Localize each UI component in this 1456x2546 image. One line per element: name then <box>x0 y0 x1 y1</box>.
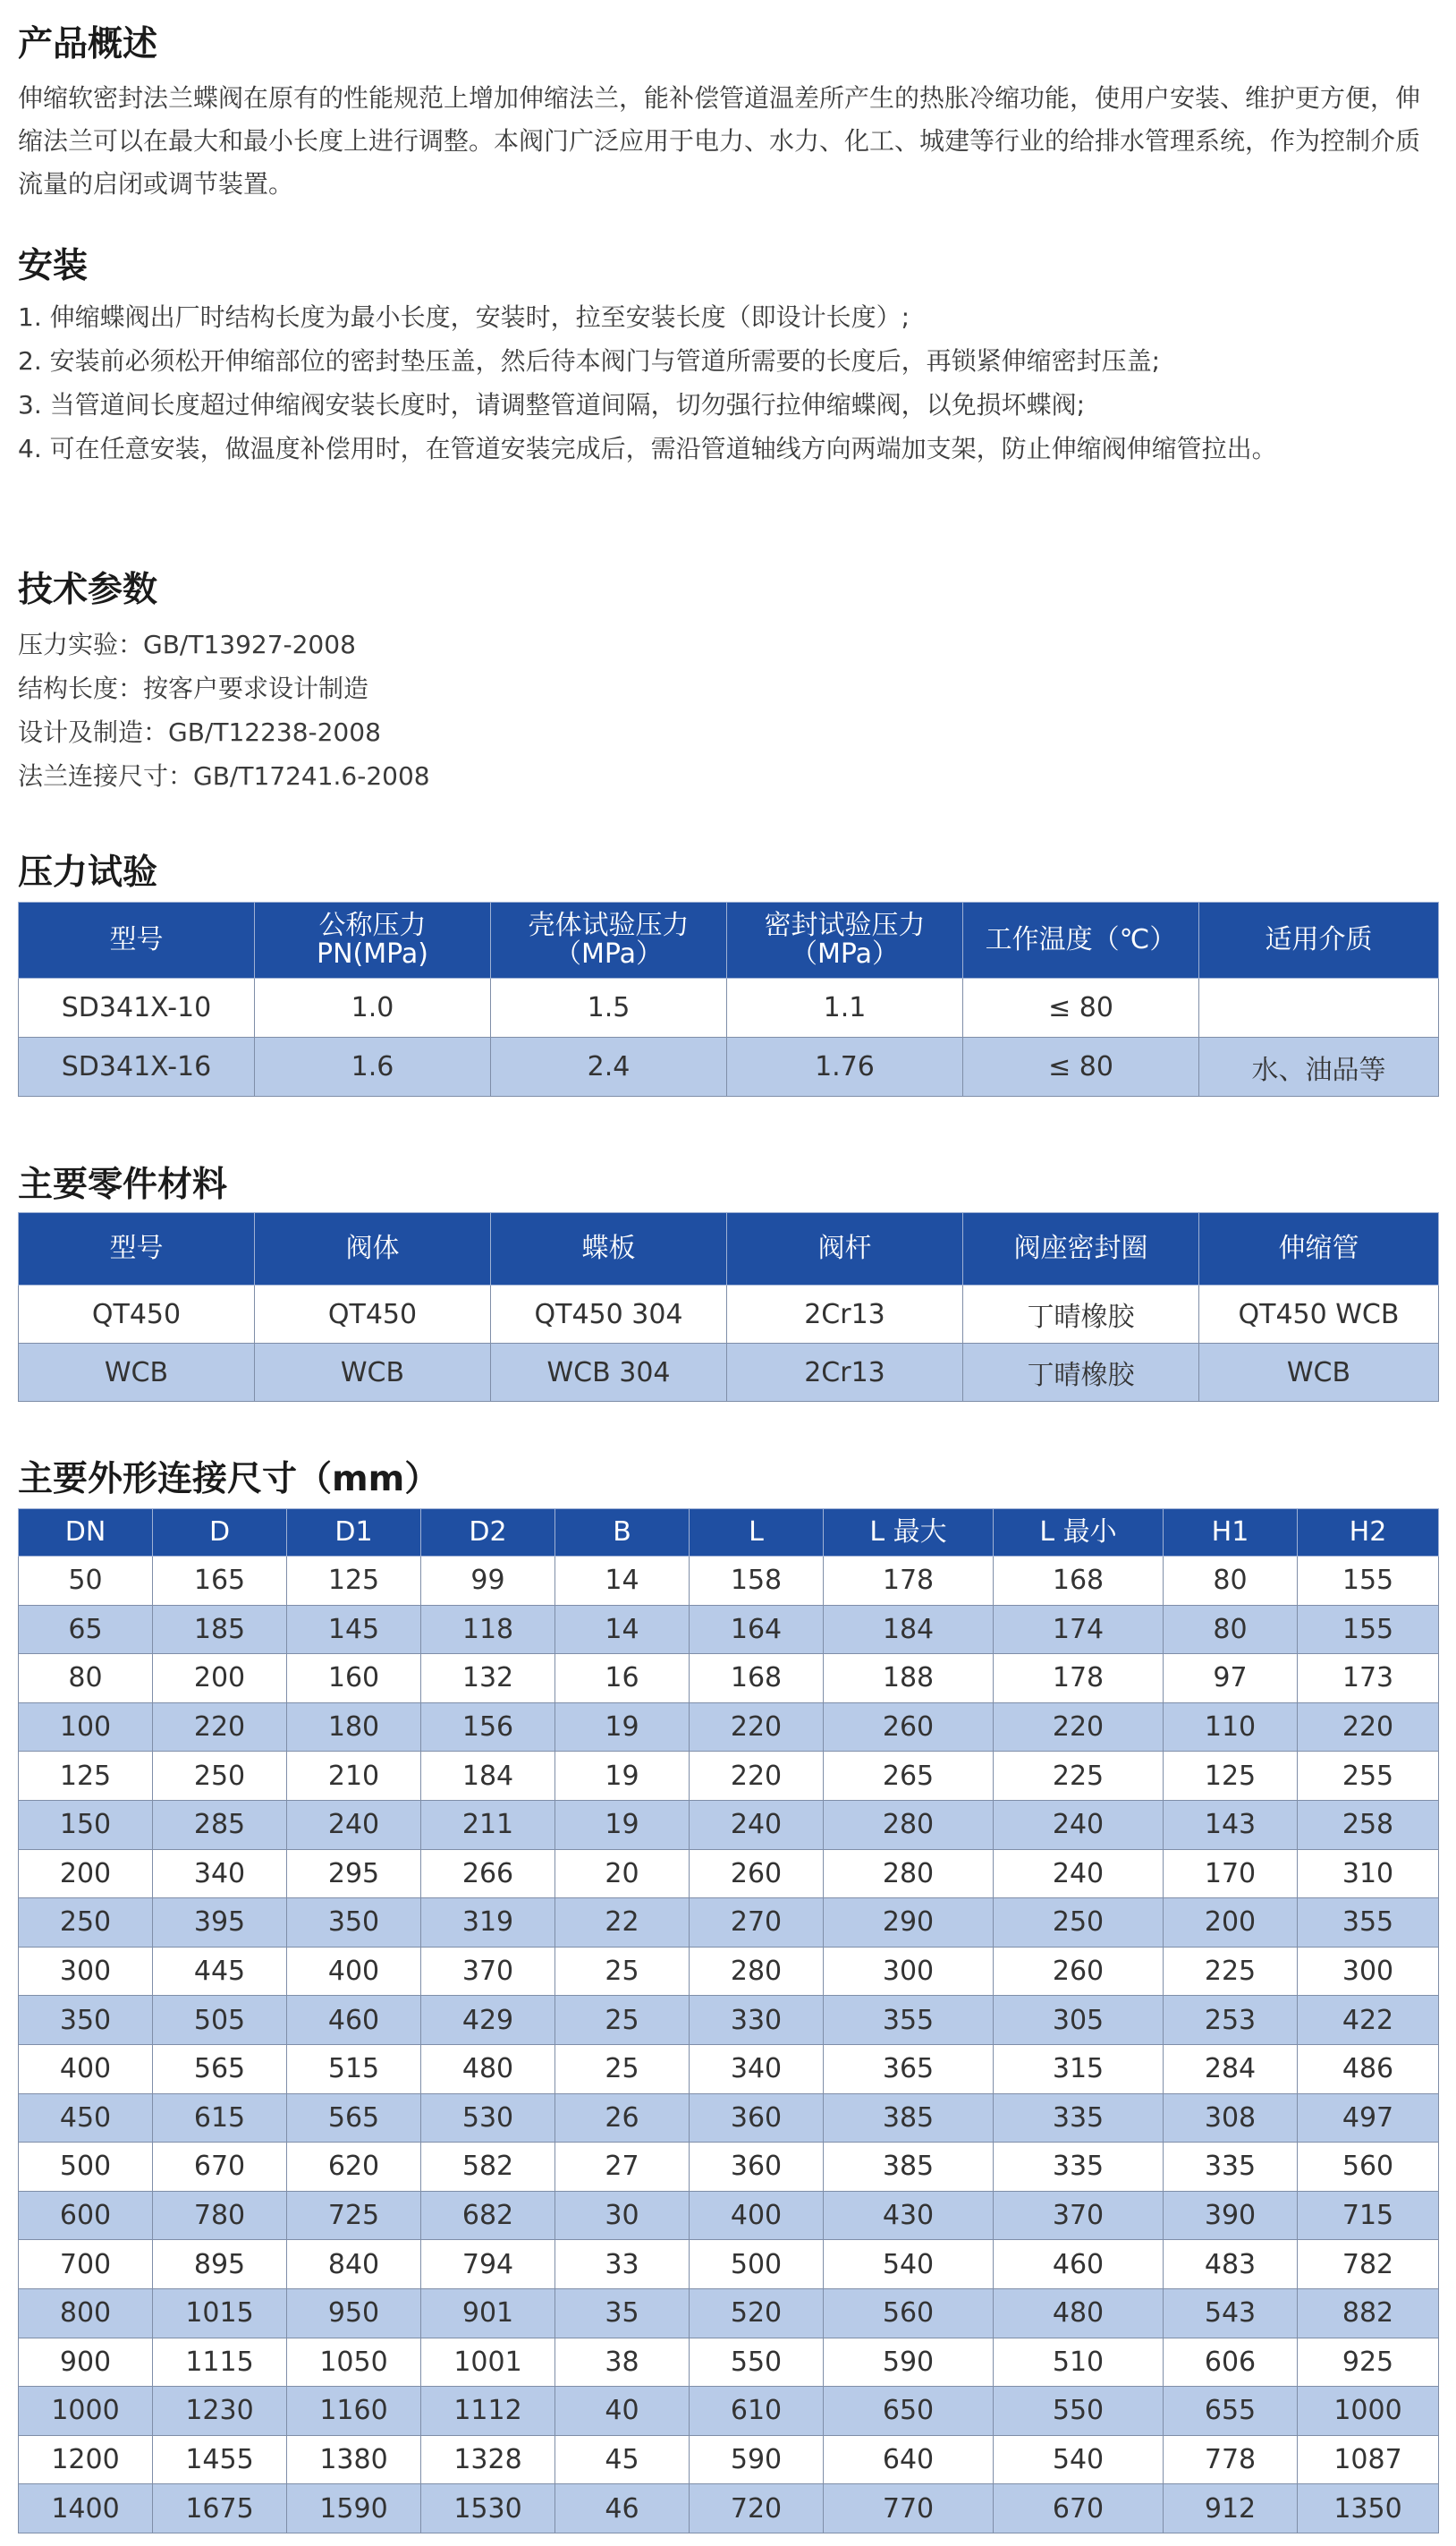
table-cell: 395 <box>153 1898 287 1948</box>
column-header: 适用介质 <box>1199 903 1439 979</box>
table-cell: 620 <box>287 2143 421 2192</box>
table-cell: 1000 <box>1298 2387 1439 2436</box>
table-cell: 30 <box>555 2191 690 2240</box>
table-cell: 253 <box>1164 1996 1298 2045</box>
table-cell: 35 <box>555 2288 690 2338</box>
table-cell: 300 <box>824 1947 994 1996</box>
table-cell: 370 <box>994 2191 1164 2240</box>
install-item: 2. 安装前必须松开伸缩部位的密封垫压盖，然后待本阀门与管道所需要的长度后，再锁紧伸缩密封压盖; <box>18 346 1161 376</box>
column-header: B <box>555 1509 690 1557</box>
table-cell: 1.1 <box>727 979 963 1038</box>
pressure-heading: 压力试验 <box>18 853 158 893</box>
table-cell: 1675 <box>153 2484 287 2533</box>
table-header-row <box>19 1213 1439 1286</box>
table-cell: 118 <box>421 1605 555 1654</box>
table-cell: 200 <box>1164 1898 1298 1948</box>
column-header: 伸缩管 <box>1199 1213 1439 1286</box>
table-cell: 250 <box>19 1898 153 1948</box>
table-cell: 650 <box>824 2387 994 2436</box>
table-cell: 540 <box>824 2240 994 2289</box>
column-header: DN <box>19 1509 153 1557</box>
table-cell: QT450 304 <box>491 1286 727 1344</box>
table-cell: 900 <box>19 2338 153 2387</box>
table-row <box>19 2484 1439 2533</box>
table-cell: 550 <box>994 2387 1164 2436</box>
table-cell: 80 <box>19 1654 153 1703</box>
table-cell: 350 <box>287 1898 421 1948</box>
materials-table <box>18 1212 1439 1402</box>
table-cell: 185 <box>153 1605 287 1654</box>
table-cell: 99 <box>421 1557 555 1606</box>
table-cell: 1.5 <box>491 979 727 1038</box>
table-cell: 150 <box>19 1800 153 1849</box>
table-cell: 丁晴橡胶 <box>963 1344 1199 1402</box>
table-cell: 水、油品等 <box>1199 1038 1439 1097</box>
table-cell: 1328 <box>421 2435 555 2484</box>
table-cell: 370 <box>421 1947 555 1996</box>
table-cell: 65 <box>19 1605 153 1654</box>
table-cell: 670 <box>994 2484 1164 2533</box>
table-cell: 285 <box>153 1800 287 1849</box>
table-row <box>19 1702 1439 1752</box>
column-header: D <box>153 1509 287 1557</box>
table-row <box>19 2191 1439 2240</box>
table-cell: 168 <box>994 1557 1164 1606</box>
table-cell: 422 <box>1298 1996 1439 2045</box>
table-cell: 335 <box>1164 2143 1298 2192</box>
table-cell: 1.76 <box>727 1038 963 1097</box>
table-cell: 480 <box>994 2288 1164 2338</box>
install-list <box>18 295 1438 471</box>
table-cell: 429 <box>421 1996 555 2045</box>
table-cell: 280 <box>690 1947 824 1996</box>
table-cell: 225 <box>994 1752 1164 1801</box>
tech-item: 结构长度：按客户要求设计制造 <box>18 674 369 703</box>
table-cell: 158 <box>690 1557 824 1606</box>
table-cell: 540 <box>994 2435 1164 2484</box>
table-cell: 310 <box>1298 1849 1439 1898</box>
table-cell: 1000 <box>19 2387 153 2436</box>
table-cell: 550 <box>690 2338 824 2387</box>
table-cell: WCB <box>19 1344 255 1402</box>
table-cell: 200 <box>153 1654 287 1703</box>
table-cell: 794 <box>421 2240 555 2289</box>
table-row <box>19 1752 1439 1801</box>
column-header: 型号 <box>19 1213 255 1286</box>
table-cell: 2Cr13 <box>727 1286 963 1344</box>
column-header: 蝶板 <box>491 1213 727 1286</box>
table-row <box>19 1344 1439 1402</box>
table-row <box>19 1800 1439 1849</box>
table-cell: 335 <box>994 2143 1164 2192</box>
tech-item: 设计及制造：GB/T12238-2008 <box>18 717 381 747</box>
table-cell: 340 <box>153 1849 287 1898</box>
table-cell: 165 <box>153 1557 287 1606</box>
table-cell: 340 <box>690 2044 824 2093</box>
table-row <box>19 979 1439 1038</box>
tech-item: 法兰连接尺寸：GB/T17241.6-2008 <box>18 761 430 791</box>
table-cell: 174 <box>994 1605 1164 1654</box>
table-cell: 840 <box>287 2240 421 2289</box>
table-cell: 143 <box>1164 1800 1298 1849</box>
table-cell: 155 <box>1298 1605 1439 1654</box>
table-row <box>19 2143 1439 2192</box>
column-header: L <box>690 1509 824 1557</box>
table-cell: 180 <box>287 1702 421 1752</box>
table-cell: 1200 <box>19 2435 153 2484</box>
table-cell: 125 <box>1164 1752 1298 1801</box>
table-cell: 80 <box>1164 1557 1298 1606</box>
table-cell: 100 <box>19 1702 153 1752</box>
table-cell: 132 <box>421 1654 555 1703</box>
table-cell: 895 <box>153 2240 287 2289</box>
table-cell: 590 <box>824 2338 994 2387</box>
table-cell: 315 <box>994 2044 1164 2093</box>
table-cell: 178 <box>994 1654 1164 1703</box>
table-cell: 520 <box>690 2288 824 2338</box>
table-cell: ≤ 80 <box>963 979 1199 1038</box>
table-cell: 565 <box>287 2093 421 2143</box>
table-cell: 220 <box>1298 1702 1439 1752</box>
table-cell: 156 <box>421 1702 555 1752</box>
column-header: 型号 <box>19 903 255 979</box>
table-cell: 260 <box>824 1702 994 1752</box>
column-header: 阀杆 <box>727 1213 963 1286</box>
table-cell: 400 <box>690 2191 824 2240</box>
install-heading: 安装 <box>18 246 89 286</box>
column-header: D2 <box>421 1509 555 1557</box>
table-cell: 365 <box>824 2044 994 2093</box>
table-cell: 500 <box>19 2143 153 2192</box>
table-cell <box>1199 979 1439 1038</box>
table-cell: 319 <box>421 1898 555 1948</box>
table-row <box>19 2338 1439 2387</box>
table-cell: 460 <box>287 1996 421 2045</box>
table-row <box>19 2288 1439 2338</box>
table-cell: 1087 <box>1298 2435 1439 2484</box>
table-cell: 560 <box>824 2288 994 2338</box>
table-cell: 1115 <box>153 2338 287 2387</box>
table-cell: 715 <box>1298 2191 1439 2240</box>
table-cell: 16 <box>555 1654 690 1703</box>
table-cell: 515 <box>287 2044 421 2093</box>
table-cell: 1455 <box>153 2435 287 2484</box>
materials-heading: 主要零件材料 <box>18 1165 228 1205</box>
table-cell: 1230 <box>153 2387 287 2436</box>
table-cell: 1530 <box>421 2484 555 2533</box>
table-cell: 2.4 <box>491 1038 727 1097</box>
table-cell: 22 <box>555 1898 690 1948</box>
table-cell: 682 <box>421 2191 555 2240</box>
table-cell: 782 <box>1298 2240 1439 2289</box>
table-cell: 2Cr13 <box>727 1344 963 1402</box>
table-cell: 670 <box>153 2143 287 2192</box>
table-cell: 1015 <box>153 2288 287 2338</box>
table-cell: 390 <box>1164 2191 1298 2240</box>
table-cell: 178 <box>824 1557 994 1606</box>
table-cell: 300 <box>19 1947 153 1996</box>
table-row <box>19 1849 1439 1898</box>
table-cell: 260 <box>690 1849 824 1898</box>
table-cell: 220 <box>690 1702 824 1752</box>
table-cell: 25 <box>555 1947 690 1996</box>
table-cell: 770 <box>824 2484 994 2533</box>
column-header: H1 <box>1164 1509 1298 1557</box>
table-cell: 19 <box>555 1702 690 1752</box>
install-item: 1. 伸缩蝶阀出厂时结构长度为最小长度，安装时，拉至安装长度（即设计长度）; <box>18 302 910 332</box>
table-cell: WCB 304 <box>491 1344 727 1402</box>
table-cell: 305 <box>994 1996 1164 2045</box>
table-row <box>19 1898 1439 1948</box>
table-cell: 170 <box>1164 1849 1298 1898</box>
table-cell: 14 <box>555 1605 690 1654</box>
table-cell: 800 <box>19 2288 153 2338</box>
table-cell: 284 <box>1164 2044 1298 2093</box>
table-cell: 778 <box>1164 2435 1298 2484</box>
table-cell: 950 <box>287 2288 421 2338</box>
table-cell: 211 <box>421 1800 555 1849</box>
table-cell: QT450 <box>19 1286 255 1344</box>
column-header: 壳体试验压力 （MPa） <box>491 903 727 979</box>
table-cell: 360 <box>690 2093 824 2143</box>
table-cell: 184 <box>824 1605 994 1654</box>
column-header: 阀体 <box>255 1213 491 1286</box>
table-cell: ≤ 80 <box>963 1038 1199 1097</box>
table-cell: 280 <box>824 1849 994 1898</box>
table-cell: 1001 <box>421 2338 555 2387</box>
table-cell: 530 <box>421 2093 555 2143</box>
table-cell: 510 <box>994 2338 1164 2387</box>
table-cell: 270 <box>690 1898 824 1948</box>
table-cell: 145 <box>287 1605 421 1654</box>
table-cell: 255 <box>1298 1752 1439 1801</box>
column-header: 阀座密封圈 <box>963 1213 1199 1286</box>
table-cell: 33 <box>555 2240 690 2289</box>
table-cell: 220 <box>994 1702 1164 1752</box>
tech-heading: 技术参数 <box>18 570 158 610</box>
table-cell: 27 <box>555 2143 690 2192</box>
table-cell: 483 <box>1164 2240 1298 2289</box>
table-cell: 160 <box>287 1654 421 1703</box>
table-cell: 19 <box>555 1752 690 1801</box>
table-cell: 486 <box>1298 2044 1439 2093</box>
table-cell: 505 <box>153 1996 287 2045</box>
table-cell: 912 <box>1164 2484 1298 2533</box>
table-cell: 1.6 <box>255 1038 491 1097</box>
column-header: 密封试验压力 （MPa） <box>727 903 963 979</box>
table-cell: 50 <box>19 1557 153 1606</box>
table-cell: 290 <box>824 1898 994 1948</box>
table-cell: 780 <box>153 2191 287 2240</box>
table-row <box>19 2093 1439 2143</box>
table-cell: 164 <box>690 1605 824 1654</box>
table-row <box>19 2240 1439 2289</box>
column-header: 公称压力 PN(MPa) <box>255 903 491 979</box>
table-cell: 725 <box>287 2191 421 2240</box>
dimensions-table <box>18 1508 1439 2533</box>
table-cell: 260 <box>994 1947 1164 1996</box>
table-cell: 590 <box>690 2435 824 2484</box>
table-cell: 97 <box>1164 1654 1298 1703</box>
table-cell: QT450 WCB <box>1199 1286 1439 1344</box>
table-cell: 497 <box>1298 2093 1439 2143</box>
table-cell: 615 <box>153 2093 287 2143</box>
table-cell: 330 <box>690 1996 824 2045</box>
table-row <box>19 1996 1439 2045</box>
table-cell: 173 <box>1298 1654 1439 1703</box>
table-cell: 640 <box>824 2435 994 2484</box>
table-cell: 258 <box>1298 1800 1439 1849</box>
table-cell: 700 <box>19 2240 153 2289</box>
table-cell: 720 <box>690 2484 824 2533</box>
table-row <box>19 1286 1439 1344</box>
table-cell: 丁晴橡胶 <box>963 1286 1199 1344</box>
table-cell: 46 <box>555 2484 690 2533</box>
table-cell: 1350 <box>1298 2484 1439 2533</box>
overview-heading: 产品概述 <box>18 24 158 64</box>
table-cell: WCB <box>1199 1344 1439 1402</box>
table-cell: 240 <box>690 1800 824 1849</box>
column-header: D1 <box>287 1509 421 1557</box>
table-cell: 655 <box>1164 2387 1298 2436</box>
table-cell: 901 <box>421 2288 555 2338</box>
table-cell: 606 <box>1164 2338 1298 2387</box>
table-cell: 1400 <box>19 2484 153 2533</box>
column-header: 工作温度（℃） <box>963 903 1199 979</box>
install-item: 3. 当管道间长度超过伸缩阀安装长度时，请调整管道间隔，切勿强行拉伸缩蝶阀，以免损坏蝶阀; <box>18 390 1086 420</box>
table-cell: 40 <box>555 2387 690 2436</box>
table-cell: 560 <box>1298 2143 1439 2192</box>
table-cell: WCB <box>255 1344 491 1402</box>
table-cell: 925 <box>1298 2338 1439 2387</box>
table-cell: 400 <box>287 1947 421 1996</box>
table-cell: 610 <box>690 2387 824 2436</box>
table-row <box>19 1038 1439 1097</box>
table-cell: 125 <box>287 1557 421 1606</box>
table-cell: 460 <box>994 2240 1164 2289</box>
table-cell: 225 <box>1164 1947 1298 1996</box>
column-header: H2 <box>1298 1509 1439 1557</box>
table-cell: 445 <box>153 1947 287 1996</box>
column-header: L 最小 <box>994 1509 1164 1557</box>
table-cell: 184 <box>421 1752 555 1801</box>
table-cell: 250 <box>153 1752 287 1801</box>
table-row <box>19 1605 1439 1654</box>
table-cell: 188 <box>824 1654 994 1703</box>
pressure-table <box>18 902 1439 1097</box>
install-item: 4. 可在任意安装，做温度补偿用时，在管道安装完成后，需沿管道轴线方向两端加支架，防止伸缩阀伸缩管拉出。 <box>18 434 1277 463</box>
table-cell: 360 <box>690 2143 824 2192</box>
table-cell: SD341X-10 <box>19 979 255 1038</box>
tech-item: 压力实验：GB/T13927-2008 <box>18 630 356 659</box>
table-cell: 200 <box>19 1849 153 1898</box>
table-cell: 335 <box>994 2093 1164 2143</box>
table-cell: 882 <box>1298 2288 1439 2338</box>
table-cell: 240 <box>994 1800 1164 1849</box>
table-row <box>19 2435 1439 2484</box>
table-cell: 430 <box>824 2191 994 2240</box>
table-cell: 355 <box>1298 1898 1439 1948</box>
table-cell: 308 <box>1164 2093 1298 2143</box>
table-cell: 20 <box>555 1849 690 1898</box>
overview-text: 伸缩软密封法兰蝶阀在原有的性能规范上增加伸缩法兰，能补偿管道温差所产生的热胀冷缩功能，使用户安装、维护更方便，伸缩法兰可以在最大和最小长度上进行调整。本阀门广泛应用于电力、水力、化工、城建等行业的给排水管理系统，作为控制介质流量的启闭或调节装置。 <box>18 83 1421 199</box>
table-header-row <box>19 903 1439 979</box>
table-cell: 155 <box>1298 1557 1439 1606</box>
table-cell: 25 <box>555 1996 690 2045</box>
table-row <box>19 1557 1439 1606</box>
table-cell: 1590 <box>287 2484 421 2533</box>
table-cell: 1050 <box>287 2338 421 2387</box>
table-cell: 220 <box>153 1702 287 1752</box>
table-cell: 168 <box>690 1654 824 1703</box>
table-cell: 280 <box>824 1800 994 1849</box>
table-cell: 19 <box>555 1800 690 1849</box>
table-row <box>19 1654 1439 1703</box>
table-cell: 38 <box>555 2338 690 2387</box>
table-cell: 385 <box>824 2143 994 2192</box>
table-cell: 400 <box>19 2044 153 2093</box>
table-cell: 45 <box>555 2435 690 2484</box>
column-header: L 最大 <box>824 1509 994 1557</box>
table-cell: 1.0 <box>255 979 491 1038</box>
table-cell: 565 <box>153 2044 287 2093</box>
table-cell: 1160 <box>287 2387 421 2436</box>
table-cell: 500 <box>690 2240 824 2289</box>
table-cell: 25 <box>555 2044 690 2093</box>
table-cell: 210 <box>287 1752 421 1801</box>
table-cell: 14 <box>555 1557 690 1606</box>
tech-list <box>18 623 1438 798</box>
table-cell: 250 <box>994 1898 1164 1948</box>
table-row <box>19 1947 1439 1996</box>
table-cell: 1380 <box>287 2435 421 2484</box>
table-cell: 240 <box>994 1849 1164 1898</box>
table-cell: 300 <box>1298 1947 1439 1996</box>
table-cell: 125 <box>19 1752 153 1801</box>
table-cell: 1112 <box>421 2387 555 2436</box>
table-cell: 80 <box>1164 1605 1298 1654</box>
table-cell: 266 <box>421 1849 555 1898</box>
table-cell: SD341X-16 <box>19 1038 255 1097</box>
table-cell: 26 <box>555 2093 690 2143</box>
table-cell: 600 <box>19 2191 153 2240</box>
table-row <box>19 2044 1439 2093</box>
table-cell: 350 <box>19 1996 153 2045</box>
table-cell: 543 <box>1164 2288 1298 2338</box>
table-cell: 385 <box>824 2093 994 2143</box>
dimensions-heading: 主要外形连接尺寸（mm） <box>18 1459 440 1499</box>
table-cell: 582 <box>421 2143 555 2192</box>
table-cell: 450 <box>19 2093 153 2143</box>
table-cell: 265 <box>824 1752 994 1801</box>
table-row <box>19 2387 1439 2436</box>
table-cell: 110 <box>1164 1702 1298 1752</box>
table-cell: 355 <box>824 1996 994 2045</box>
table-cell: 240 <box>287 1800 421 1849</box>
table-cell: 220 <box>690 1752 824 1801</box>
table-cell: 295 <box>287 1849 421 1898</box>
table-header-row <box>19 1509 1439 1557</box>
table-cell: QT450 <box>255 1286 491 1344</box>
table-cell: 480 <box>421 2044 555 2093</box>
